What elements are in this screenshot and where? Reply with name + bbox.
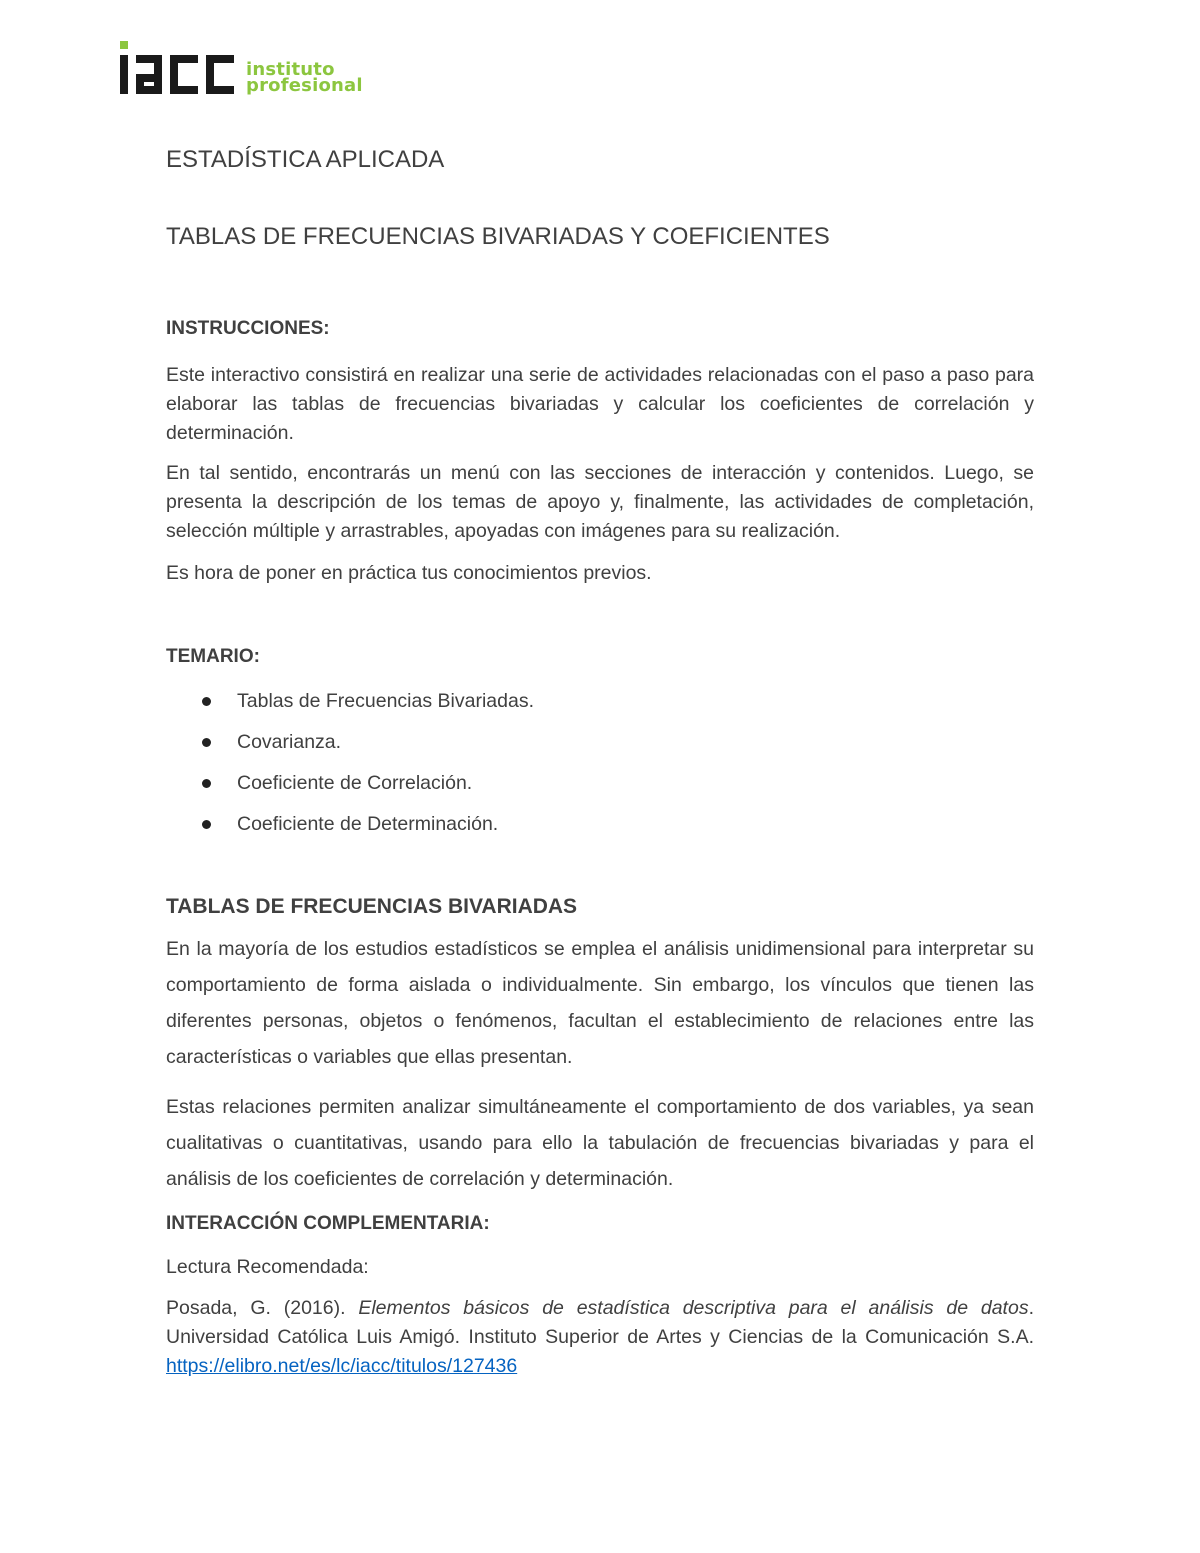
reference-link[interactable]: https://elibro.net/es/lc/iacc/titulos/127436: [166, 1355, 518, 1377]
instrucciones-paragraph-2: En tal sentido, encontrarás un menú con las secciones de interacción y contenidos. Luego, se presenta la descripción de los temas de apoyo y, finalmente, las actividades de completación, selección múltiple y arrastrables, apoyadas con imágenes para su realización.: [166, 462, 1034, 542]
list-item: [166, 686, 534, 727]
tablas-heading: TABLAS DE FRECUENCIAS BIVARIADAS: [166, 895, 578, 918]
list-item: [166, 768, 534, 809]
bullet-icon: [202, 697, 211, 706]
reference-author: Posada, G. (2016).: [166, 1297, 359, 1319]
iacc-logo: [118, 38, 363, 96]
instrucciones-paragraph-1: Este interactivo consistirá en realizar una serie de actividades relacionadas con el paso a paso para elaborar las tablas de frecuencias bivariadas y calcular los coeficientes de correlación y determinación.: [166, 364, 1034, 444]
lectura-recomendada-label: Lectura Recomendada:: [166, 1256, 369, 1278]
bullet-icon: [202, 820, 211, 829]
iacc-logo-glyphs: [118, 38, 242, 96]
reference-title: Elementos básicos de estadística descriptiva para el análisis de datos: [358, 1297, 1029, 1319]
temario-item-label: Tablas de Frecuencias Bivariadas.: [237, 690, 534, 712]
reference-citation: [166, 1294, 1034, 1381]
tablas-paragraph-1: En la mayoría de los estudios estadísticos se emplea el análisis unidimensional para interpretar su comportamiento de forma aislada o individualmente. Sin embargo, los vínculos que tienen las diferentes personas, objetos o fenómenos, facultan el establecimiento de relaciones entre las características o variables que ellas presentan.: [166, 938, 1034, 1068]
list-item: [166, 727, 534, 768]
iacc-logo-mark: [118, 38, 242, 96]
bullet-icon: [202, 738, 211, 747]
list-item: [166, 809, 534, 850]
temario-item-label: Coeficiente de Correlación.: [237, 772, 473, 794]
instrucciones-heading: INSTRUCCIONES:: [166, 318, 330, 339]
temario-item-label: Coeficiente de Determinación.: [237, 813, 499, 835]
document-subtitle: TABLAS DE FRECUENCIAS BIVARIADAS Y COEFICIENTES: [166, 223, 830, 250]
temario-item-label: Covarianza.: [237, 731, 342, 753]
bullet-icon: [202, 779, 211, 788]
reference-publisher: . Universidad Católica Luis Amigó. Instituto Superior de Artes y Ciencias de la Comunicación S.A.: [166, 1297, 1034, 1348]
logo-line-1: instituto: [246, 59, 335, 80]
iacc-logo-text: [246, 59, 363, 96]
logo-line-2: profesional: [246, 75, 363, 96]
tablas-paragraph-2: Estas relaciones permiten analizar simultáneamente el comportamiento de dos variables, ya sean cualitativas o cuantitativas, usando para ello la tabulación de frecuencias bivariadas y para el análisis de los coeficientes de correlación y determinación.: [166, 1096, 1034, 1190]
temario-heading: TEMARIO:: [166, 646, 260, 667]
instrucciones-paragraph-3: Es hora de poner en práctica tus conocimientos previos.: [166, 562, 652, 584]
interaccion-heading: INTERACCIÓN COMPLEMENTARIA:: [166, 1213, 490, 1234]
temario-list: [166, 686, 534, 850]
document-title: ESTADÍSTICA APLICADA: [166, 146, 445, 173]
